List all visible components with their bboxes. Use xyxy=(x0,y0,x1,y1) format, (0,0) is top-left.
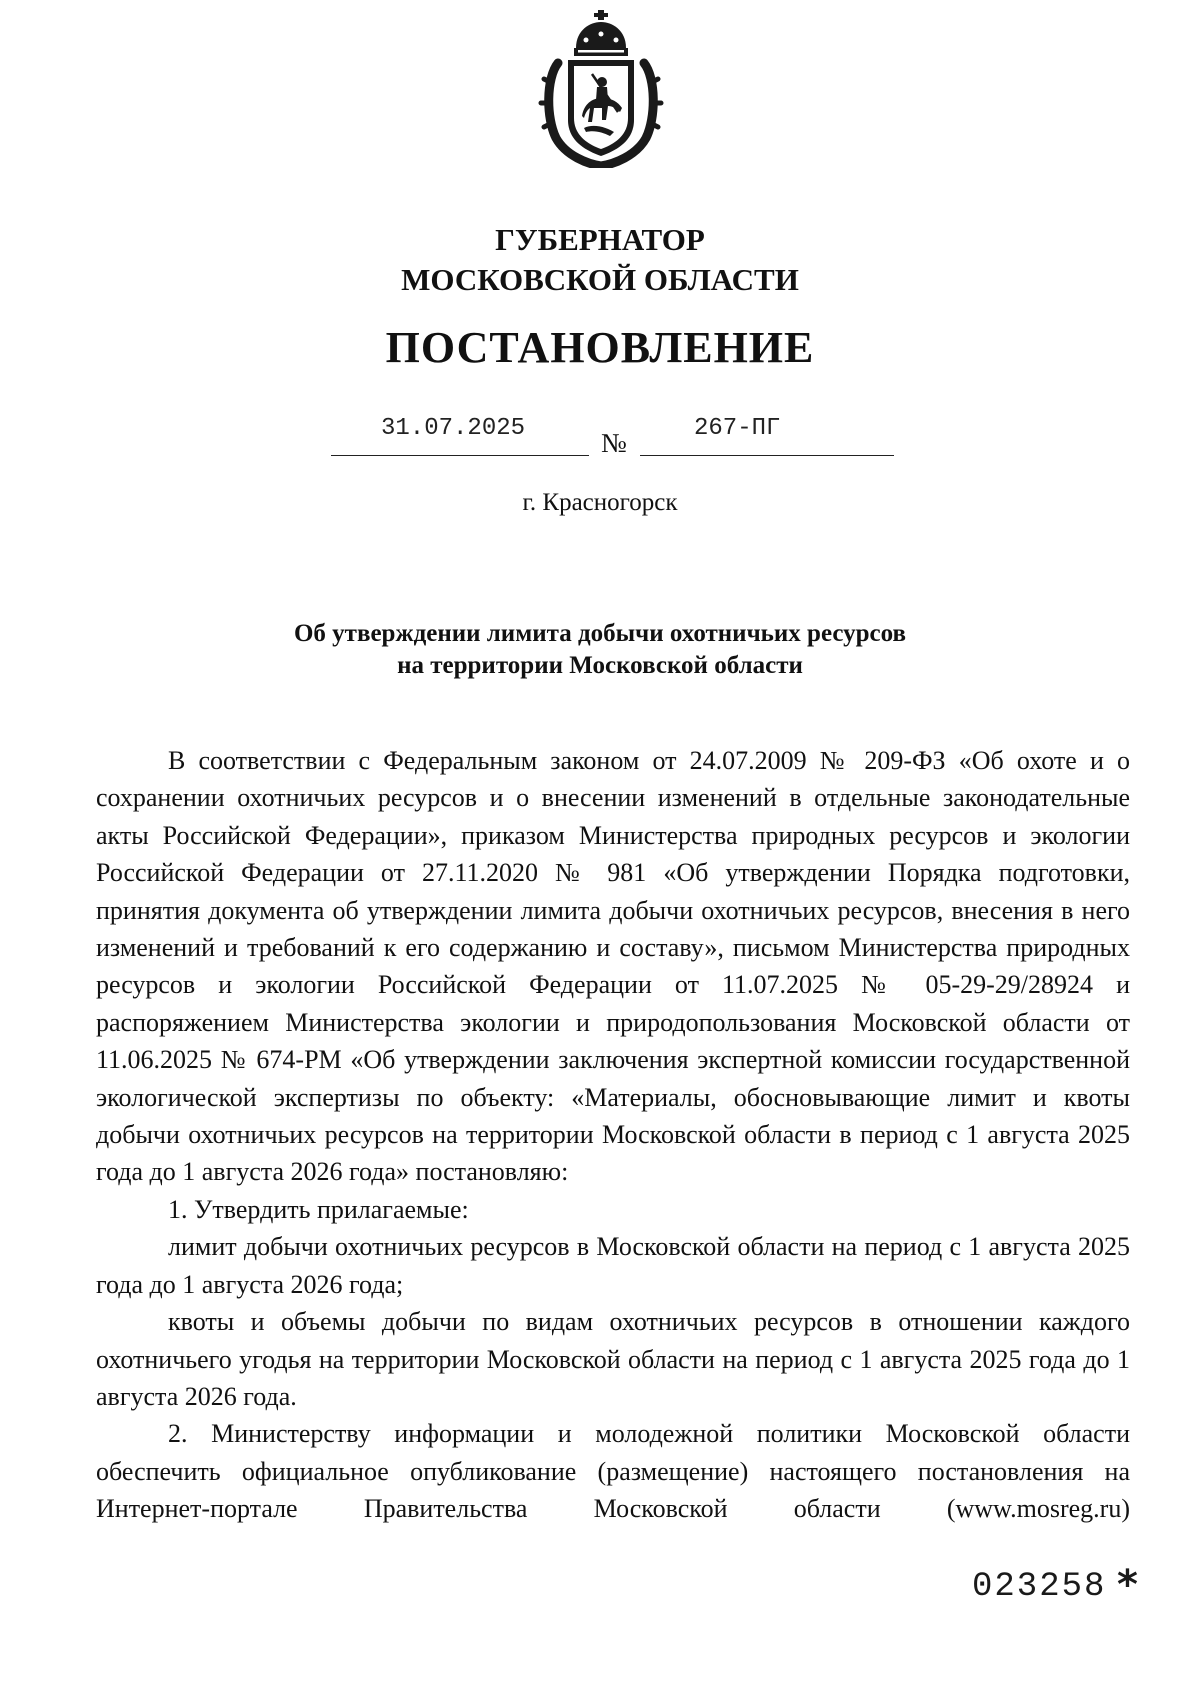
item-1-subitem-1-paragraph: лимит добычи охотничьих ресурсов в Московской области на период с 1 августа 2025 года до 1 августа 2026 года; xyxy=(96,1232,1130,1299)
document-serial-number: 023258 xyxy=(972,1568,1107,1606)
document-number: 267-ПГ xyxy=(694,415,781,442)
item-1-paragraph: 1. Утвердить прилагаемые: xyxy=(168,1194,469,1224)
serial-mark: * xyxy=(1117,1562,1138,1608)
document-date: 31.07.2025 xyxy=(381,415,526,442)
document-type: ПОСТАНОВЛЕНИЕ xyxy=(385,323,815,372)
authority-title-line1: ГУБЕРНАТОР xyxy=(495,222,705,257)
number-field xyxy=(640,415,894,456)
document-subject-line2: на территории Московской области xyxy=(397,652,803,679)
authority-title-line2: МОСКОВСКОЙ ОБЛАСТИ xyxy=(401,262,799,297)
date-field xyxy=(331,415,589,456)
item-1-subitem-2-paragraph: квоты и объемы добычи по видам охотничьих ресурсов в отношении каждого охотничьего угодья на территории Московской области на период с 1 августа 2025 года до 1 августа 2026 года. xyxy=(96,1307,1130,1411)
number-sign: № xyxy=(601,428,627,458)
moscow-oblast-coat-of-arms-icon xyxy=(538,8,664,168)
document-body xyxy=(96,742,1130,1528)
document-city: г. Красногорск xyxy=(522,489,678,516)
preamble-paragraph: В соответствии с Федеральным законом от 24.07.2009 № 209-ФЗ «Об охоте и о сохранении охотничьих ресурсов и о внесении изменений в отдельные законодательные акты Российской Федерации», приказом Министерства природных ресурсов и экологии Российской Федерации от 27.11.2020 № 981 «Об утверждении Порядка подготовки, принятия документа об утверждении лимита добычи охотничьих ресурсов, внесения в него изменений и требований к его содержанию и составу», письмом Министерства природных ресурсов и экологии Российской Федерации от 11.07.2025 № 05-29-29/28924 и распоряжением Министерства экологии и природопользования Московской области от 11.06.2025 № 674-РМ «Об утверждении заключения экспертной комиссии государственной экологической экспертизы по объекту: «Материалы, обосновывающие лимит и квоты добычи охотничьих ресурсов на территории Московской области в период с 1 августа 2025 года до 1 августа 2026 года» постановляю: xyxy=(96,746,1130,1187)
document-subject-line1: Об утверждении лимита добычи охотничьих ресурсов xyxy=(293,620,907,647)
item-2-paragraph: 2. Министерству информации и молодежной политики Московской области обеспечить официальное опубликование (размещение) настоящего постановления на Интернет-портале Правительства Московской области (www.mosreg.ru) xyxy=(96,1419,1130,1524)
